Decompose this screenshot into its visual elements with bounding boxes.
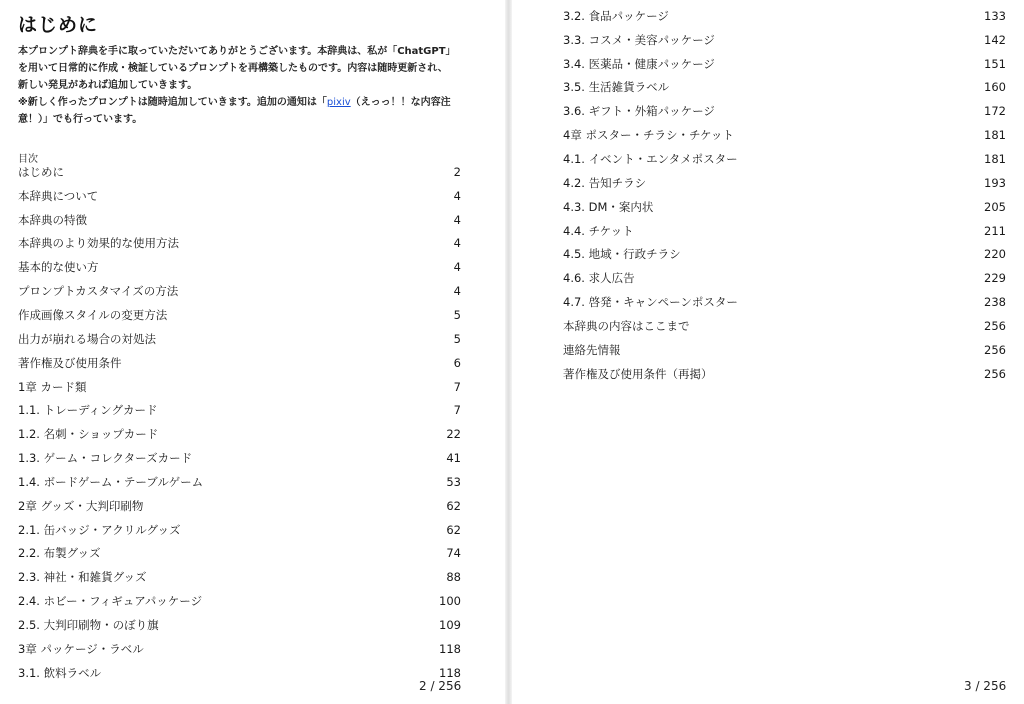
toc-entry-label: 2章 グッズ・大判印刷物: [18, 498, 144, 513]
toc-entry[interactable]: [563, 266, 1006, 290]
toc-entry-page: 7: [453, 379, 461, 394]
toc-entry-label: 4章 ポスター・チラシ・チケット: [563, 128, 734, 143]
intro-line: 新しい発見があれば追加していきます。: [18, 80, 198, 91]
toc-entry[interactable]: [18, 637, 461, 661]
toc-entry-page: 133: [984, 8, 1006, 23]
toc-entry[interactable]: [563, 123, 1006, 147]
toc-entry[interactable]: [563, 195, 1006, 219]
toc-entry[interactable]: [18, 255, 461, 279]
toc-entry[interactable]: [18, 446, 461, 470]
toc-entry[interactable]: [563, 147, 1006, 171]
toc-entry-page: 22: [446, 427, 461, 442]
toc-entry-page: 5: [453, 331, 461, 346]
toc-entry-label: 4.6. 求人広告: [563, 271, 635, 286]
toc-entry-page: 2: [453, 164, 461, 179]
toc-entry-label: 4.5. 地域・行政チラシ: [563, 247, 681, 262]
toc-entry[interactable]: [18, 613, 461, 637]
toc-entry[interactable]: [563, 290, 1006, 314]
page-title: はじめに: [18, 14, 99, 36]
toc-entry-page: 160: [984, 80, 1006, 95]
toc-entry[interactable]: [18, 494, 461, 518]
toc-entry[interactable]: [18, 303, 461, 327]
toc-entry[interactable]: [18, 398, 461, 422]
toc-entry-label: 4.2. 告知チラシ: [563, 175, 647, 190]
toc-entry[interactable]: [18, 184, 461, 208]
toc-entry-label: 1.4. ボードゲーム・テーブルゲーム: [18, 474, 204, 489]
toc-entry-page: 7: [453, 403, 461, 418]
toc-entry-page: 118: [439, 641, 461, 656]
toc-entry-label: 3.1. 飲料ラベル: [18, 665, 102, 680]
toc-entry-page: 41: [446, 451, 461, 466]
toc-heading: 目次: [18, 154, 38, 165]
toc-entry-page: 53: [446, 474, 461, 489]
toc-entry-page: 205: [984, 199, 1006, 214]
toc-entry-page: 256: [984, 366, 1006, 381]
toc-entry[interactable]: [18, 589, 461, 613]
toc-entry[interactable]: [563, 314, 1006, 338]
toc-entry-page: 256: [984, 342, 1006, 357]
toc-entry[interactable]: [18, 279, 461, 303]
toc-entry-page: 4: [453, 284, 461, 299]
toc-entry-page: 256: [984, 318, 1006, 333]
toc-entry-label: 本辞典の内容はここまで: [563, 318, 690, 333]
toc-entry-label: 3.3. コスメ・美容パッケージ: [563, 32, 715, 47]
toc-entry-page: 4: [453, 212, 461, 227]
toc-entry[interactable]: [563, 28, 1006, 52]
toc-entry-page: 193: [984, 175, 1006, 190]
toc-entry-page: 62: [446, 522, 461, 537]
toc-entry-label: 3.2. 食品パッケージ: [563, 8, 669, 23]
toc-entry-label: 作成画像スタイルの変更方法: [18, 307, 168, 322]
toc-entry-label: 2.4. ホビー・フィギュアパッケージ: [18, 594, 203, 609]
toc-entry[interactable]: [563, 219, 1006, 243]
toc-entry-label: 4.4. チケット: [563, 223, 634, 238]
toc-entry-label: 4.7. 啓発・キャンペーンポスター: [563, 295, 738, 310]
page-number-left: 2 / 256: [419, 679, 462, 693]
toc-entry[interactable]: [18, 518, 461, 542]
toc-entry-label: 著作権及び使用条件: [18, 355, 122, 370]
toc-entry-page: 211: [984, 223, 1006, 238]
toc-entry-label: 基本的な使い方: [18, 260, 99, 275]
toc-entry-page: 88: [446, 570, 461, 585]
toc-entry-label: 連絡先情報: [563, 342, 621, 357]
toc-entry-label: 4.1. イベント・エンタメポスター: [563, 151, 738, 166]
toc-entry-label: 2.1. 缶バッジ・アクリルグッズ: [18, 522, 181, 537]
toc-entry[interactable]: [563, 171, 1006, 195]
intro-text: [18, 43, 468, 128]
toc-entry-label: 1章 カード類: [18, 379, 87, 394]
toc-entry[interactable]: [563, 242, 1006, 266]
toc-entry-page: 181: [984, 151, 1006, 166]
pixiv-link[interactable]: pixiv: [326, 97, 351, 108]
toc-entry[interactable]: [18, 661, 461, 685]
toc-entry-page: 142: [984, 32, 1006, 47]
toc-entry-label: 本辞典の特徴: [18, 212, 87, 227]
toc-entry[interactable]: [563, 338, 1006, 362]
toc-entry-page: 4: [453, 236, 461, 251]
toc-entry[interactable]: [18, 160, 461, 184]
toc-entry-label: 1.3. ゲーム・コレクターズカード: [18, 451, 193, 466]
toc-entry-label: 2.3. 神社・和雑貨グッズ: [18, 570, 147, 585]
toc-entry-label: 2.5. 大判印刷物・のぼり旗: [18, 617, 159, 632]
toc-entry[interactable]: [18, 208, 461, 232]
toc-entry-label: プロンプトカスタマイズの方法: [18, 284, 179, 299]
toc-entry-page: 5: [453, 307, 461, 322]
toc-entry-page: 109: [439, 617, 461, 632]
toc-entry[interactable]: [18, 351, 461, 375]
note-prefix: ※新しく作ったプロンプトは随時追加していきます。追加の通知は「: [18, 97, 327, 108]
toc-entry-page: 74: [446, 546, 461, 561]
page-gutter: [505, 0, 512, 704]
toc-entry-page: 100: [439, 594, 461, 609]
toc-entry-page: 6: [453, 355, 461, 370]
toc-entry[interactable]: [18, 422, 461, 446]
toc-entry[interactable]: [18, 565, 461, 589]
toc-entry[interactable]: [18, 470, 461, 494]
toc-entry[interactable]: [563, 76, 1006, 100]
table-of-contents-left: [18, 160, 461, 685]
toc-entry-page: 118: [439, 665, 461, 680]
toc-entry-label: 1.1. トレーディングカード: [18, 403, 158, 418]
toc-entry-label: 3.6. ギフト・外箱パッケージ: [563, 104, 715, 119]
toc-entry[interactable]: [18, 375, 461, 399]
toc-entry-label: はじめに: [18, 164, 64, 179]
toc-entry-label: 3章 パッケージ・ラベル: [18, 641, 144, 656]
toc-entry[interactable]: [18, 232, 461, 256]
toc-entry-label: 本辞典について: [18, 188, 99, 203]
document-page-left: [0, 0, 505, 704]
toc-entry-label: 2.2. 布製グッズ: [18, 546, 101, 561]
intro-line: を用いて日常的に作成・検証しているプロンプトを再構築したものです。内容は随時更新され、: [18, 63, 448, 74]
toc-entry[interactable]: [18, 542, 461, 566]
toc-entry[interactable]: [563, 4, 1006, 28]
toc-entry-label: 4.3. DM・案内状: [563, 199, 654, 214]
toc-entry[interactable]: [18, 327, 461, 351]
toc-entry-page: 220: [984, 247, 1006, 262]
toc-entry-page: 62: [446, 498, 461, 513]
toc-entry[interactable]: [563, 52, 1006, 76]
toc-entry-label: 3.4. 医薬品・健康パッケージ: [563, 56, 715, 71]
toc-entry-page: 4: [453, 188, 461, 203]
toc-entry-label: 出力が崩れる場合の対処法: [18, 331, 156, 346]
intro-note: [18, 94, 468, 128]
page-number-right: 3 / 256: [964, 679, 1007, 693]
toc-entry[interactable]: [563, 362, 1006, 386]
table-of-contents-right: [563, 4, 1006, 386]
toc-entry-page: 181: [984, 128, 1006, 143]
intro-line: 本プロンプト辞典を手に取っていただいてありがとうございます。本辞典は、私が「ChatGPT」: [18, 46, 456, 57]
toc-entry-page: 172: [984, 104, 1006, 119]
toc-entry-label: 1.2. 名刺・ショップカード: [18, 427, 159, 442]
toc-entry-page: 229: [984, 271, 1006, 286]
toc-entry-page: 238: [984, 295, 1006, 310]
toc-entry-page: 4: [453, 260, 461, 275]
toc-entry-label: 3.5. 生活雑貨ラベル: [563, 80, 670, 95]
toc-entry-label: 本辞典のより効果的な使用方法: [18, 236, 179, 251]
note-suffix: （えっっ！！な内容注意！）」でも行っています。: [18, 97, 451, 125]
toc-entry-label: 著作権及び使用条件（再掲）: [563, 366, 713, 381]
toc-entry-page: 151: [984, 56, 1006, 71]
toc-entry[interactable]: [563, 99, 1006, 123]
